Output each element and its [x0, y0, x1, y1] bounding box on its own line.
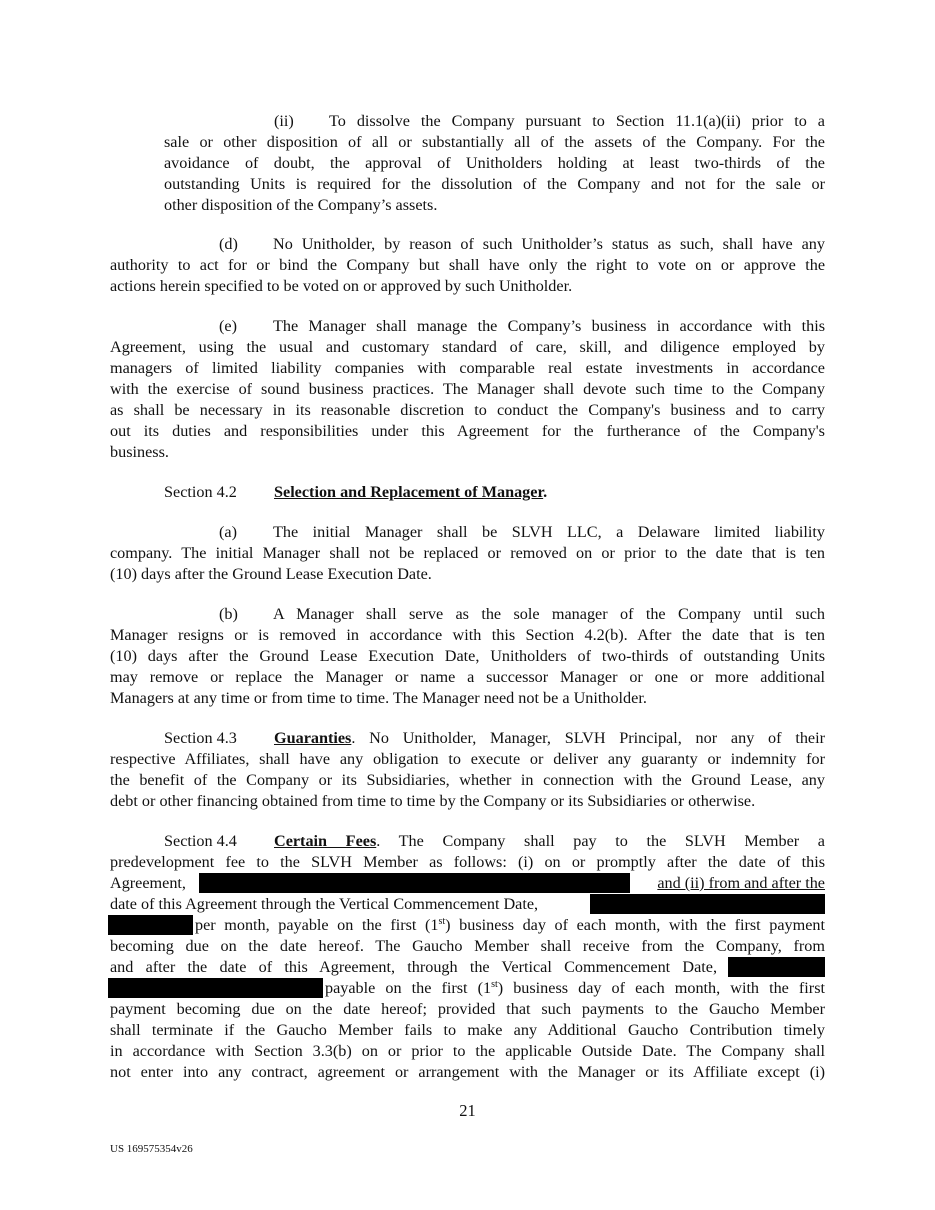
text-line: per month, payable on the first (1st) business day of each month, with the first payment [195, 916, 825, 934]
text-line: actions herein specified to be voted on or approved by such Unitholder. [110, 277, 573, 295]
paragraph-first-line: (ii) To dissolve the Company pursuant to Section 11.1(a)(ii) prior to a [274, 112, 825, 130]
paragraph-label: (d) [219, 235, 238, 253]
redaction-block [108, 915, 193, 935]
redaction-block [108, 978, 323, 998]
text-line: debt or other financing obtained from time to time by the Company or its Subsidiaries or otherwise. [110, 792, 756, 810]
text-line: in accordance with Section 3.3(b) on or prior to the applicable Outside Date. The Company shall [110, 1042, 825, 1060]
text-line: managers of limited liability companies with comparable real estate investments in accordance [110, 359, 825, 377]
text-line: (10) days after the Ground Lease Execution Date. [110, 565, 432, 583]
text-line: date of this Agreement through the Vertical Commencement Date, [110, 895, 539, 913]
text-line: with the exercise of sound business practices. The Manager shall devote such time to the Company [110, 380, 825, 398]
section-title: Selection and Replacement of Manager [274, 483, 544, 501]
text-line: Agreement, [110, 874, 186, 892]
text-line: authority to act for or bind the Company but shall have only the right to vote on or approve the [110, 256, 825, 274]
text-line: payment becoming due on the date hereof; provided that such payments to the Gaucho Member [110, 1000, 825, 1018]
text-line: not enter into any contract, agreement or arrangement with the Manager or its Affiliate except (i) [110, 1063, 825, 1081]
text-line: and (ii) from and after the [657, 874, 825, 892]
section-title: Certain Fees [274, 832, 377, 850]
text-line: (10) days after the Ground Lease Execution Date, Unitholders of two-thirds of outstanding Units [110, 647, 825, 665]
text-line: payable on the first (1st) business day of each month, with the first [325, 979, 825, 997]
paragraph-first-line: (e) The Manager shall manage the Company’s business in accordance with this [219, 317, 825, 335]
text-line: becoming due on the date hereof. The Gaucho Member shall receive from the Company, from [110, 937, 825, 955]
paragraph-label: (a) [219, 523, 237, 541]
section-title: Guaranties [274, 729, 352, 747]
text-line: respective Affiliates, shall have any obligation to execute or deliver any guaranty or indemnity for [110, 750, 825, 768]
text-line: predevelopment fee to the SLVH Member as follows: (i) on or promptly after the date of this [110, 853, 825, 871]
text-line: other disposition of the Company’s assets. [164, 196, 438, 214]
text-line: avoidance of doubt, the approval of Unitholders holding at least two-thirds of the [164, 154, 825, 172]
text-line: business. [110, 443, 169, 461]
text-line: shall terminate if the Gaucho Member fails to make any Additional Gaucho Contribution timely [110, 1021, 825, 1039]
section-number: Section 4.3 [164, 729, 237, 747]
paragraph-label: (ii) [274, 112, 294, 130]
section-number: Section 4.4 [164, 832, 237, 850]
text-line: the benefit of the Company or its Subsidiaries, whether in connection with the Ground Lease, any [110, 771, 825, 789]
text-line: out its duties and responsibilities under this Agreement for the furtherance of the Company's [110, 422, 825, 440]
text-line: and after the date of this Agreement, through the Vertical Commencement Date, [110, 958, 717, 976]
redaction-block [199, 873, 630, 893]
text-line: Managers at any time or from time to time. The Manager need not be a Unitholder. [110, 689, 647, 707]
paragraph-label: (b) [219, 605, 238, 623]
paragraph-first-line: (a) The initial Manager shall be SLVH LLC, a Delaware limited liability [219, 523, 825, 541]
paragraph-first-line: (d) No Unitholder, by reason of such Unitholder’s status as such, shall have any [219, 235, 825, 253]
text-line: Manager resigns or is removed in accordance with this Section 4.2(b). After the date that is ten [110, 626, 825, 644]
text-line: Agreement, using the usual and customary standard of care, skill, and diligence employed by [110, 338, 825, 356]
paragraph-label: (e) [219, 317, 237, 335]
text-line: as shall be necessary in its reasonable discretion to conduct the Company's business and to carry [110, 401, 825, 419]
page-number: 21 [459, 1101, 476, 1120]
text-line: sale or other disposition of all or substantially all of the assets of the Company. For the [164, 133, 825, 151]
text-line: company. The initial Manager shall not be replaced or removed on or prior to the date that is ten [110, 544, 825, 562]
section-first-line: Section 4.3 Guaranties. No Unitholder, Manager, SLVH Principal, nor any of their [164, 729, 825, 747]
redaction-block [728, 957, 825, 977]
text-line: may remove or replace the Manager or name a successor Manager or one or more additional [110, 668, 825, 686]
paragraph-first-line: (b) A Manager shall serve as the sole manager of the Company until such [219, 605, 825, 623]
document-id: US 169575354v26 [110, 1143, 193, 1155]
section-number: Section 4.2 [164, 483, 237, 501]
section-heading-4-2: Section 4.2 Selection and Replacement of Manager. [164, 483, 548, 501]
section-first-line: Section 4.4 Certain Fees. The Company shall pay to the SLVH Member a [164, 832, 825, 850]
redaction-block [590, 894, 825, 914]
text-line: outstanding Units is required for the dissolution of the Company and not for the sale or [164, 175, 825, 193]
